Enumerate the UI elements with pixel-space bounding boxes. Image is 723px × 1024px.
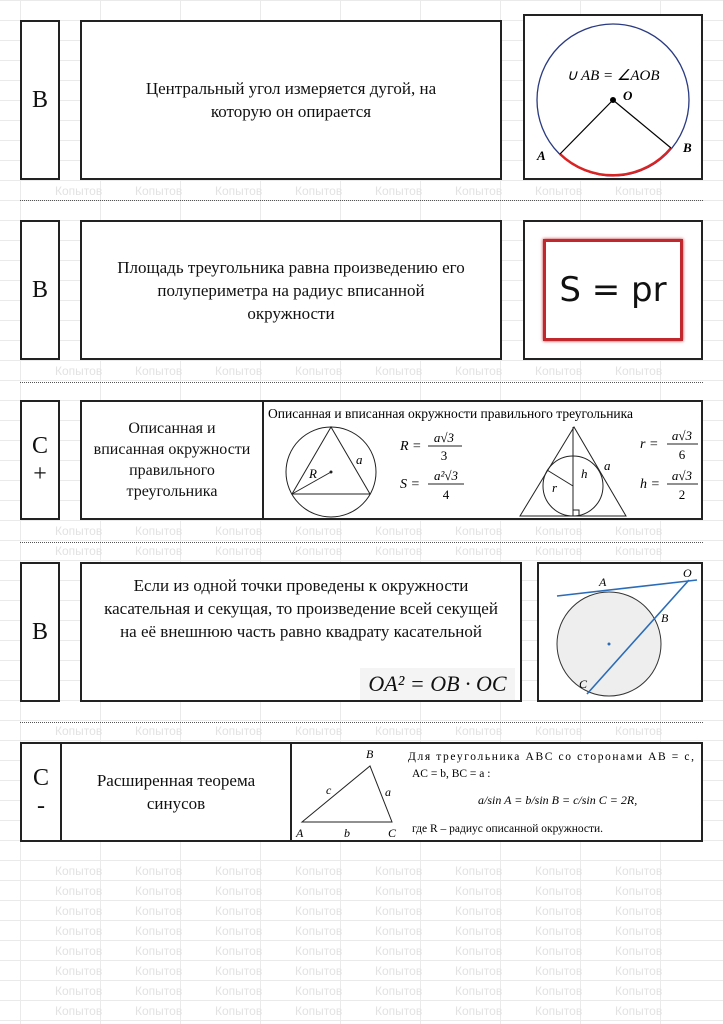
watermark-text: Копытов: [215, 184, 263, 198]
watermark-text: Копытов: [55, 884, 103, 898]
watermark-text: Копытов: [615, 1004, 663, 1018]
divider: [20, 542, 703, 543]
tangent-secant-diagram: [539, 564, 701, 700]
watermark-text: Копытов: [535, 944, 583, 958]
point-C: C: [579, 677, 588, 691]
watermark-text: Копытов: [55, 524, 103, 538]
watermark-text: Копытов: [375, 544, 423, 558]
statement: Расширенная теорема синусов: [96, 771, 256, 813]
watermark-text: Копытов: [535, 864, 583, 878]
watermark-text: Копытов: [615, 904, 663, 918]
grade-label: [20, 742, 62, 842]
divider: [20, 200, 703, 201]
watermark-text: Копытов: [295, 724, 343, 738]
watermark-text: Копытов: [55, 984, 103, 998]
area-formula: S = pr: [559, 270, 667, 310]
watermark-text: Копытов: [455, 184, 503, 198]
secant-formula: [360, 668, 515, 700]
grade-text: В: [31, 87, 48, 113]
label-a2: a: [604, 458, 611, 473]
h-num: a√3: [671, 468, 693, 483]
watermark-text: Копытов: [375, 364, 423, 378]
watermark-text: Копытов: [215, 364, 263, 378]
watermark-text: Копытов: [615, 364, 663, 378]
watermark-text: Копытов: [295, 544, 343, 558]
watermark-text: Копытов: [215, 544, 263, 558]
watermark-text: Копытов: [455, 524, 503, 538]
watermark-text: Копытов: [135, 364, 183, 378]
watermark-text: Копытов: [135, 924, 183, 938]
watermark-text: Копытов: [375, 864, 423, 878]
watermark-text: Копытов: [135, 884, 183, 898]
watermark-text: Копытов: [375, 964, 423, 978]
h-formula: h =: [640, 477, 660, 492]
watermark-text: Копытов: [615, 984, 663, 998]
watermark-text: Копытов: [615, 524, 663, 538]
figure-title: Описанная и вписанная окружности правильного треугольника: [268, 406, 633, 421]
circle-diagram: [525, 16, 701, 178]
watermark-text: Копытов: [215, 524, 263, 538]
watermark-text: Копытов: [135, 944, 183, 958]
point-o: O: [623, 88, 633, 103]
watermark-text: Копытов: [215, 904, 263, 918]
vertex-B: B: [366, 747, 374, 761]
watermark-text: Копытов: [295, 944, 343, 958]
R-formula: R =: [400, 439, 422, 454]
watermark-text: Копытов: [215, 984, 263, 998]
divider: [20, 722, 703, 723]
watermark-text: Копытов: [215, 924, 263, 938]
grade-label: [20, 400, 60, 520]
watermark-text: Копытов: [135, 864, 183, 878]
central-angle-figure: [523, 14, 703, 180]
statement: Описанная и вписанная окружности правильного треугольника: [93, 420, 251, 500]
label-R: R: [309, 466, 317, 481]
watermark-text: Копытов: [535, 924, 583, 938]
watermark-text: Копытов: [535, 964, 583, 978]
watermark-text: Копытов: [615, 544, 663, 558]
watermark-text: Копытов: [295, 864, 343, 878]
h-den: 2: [678, 487, 686, 502]
watermark-text: Копытов: [615, 884, 663, 898]
watermark-text: Копытов: [295, 184, 343, 198]
watermark-text: Копытов: [55, 944, 103, 958]
watermark-text: Копытов: [215, 724, 263, 738]
watermark-text: Копытов: [375, 904, 423, 918]
watermark-text: Копытов: [135, 544, 183, 558]
point-B: B: [661, 611, 669, 625]
S-num: a²√3: [433, 468, 459, 483]
watermark-text: Копытов: [455, 984, 503, 998]
area-formula-figure: [523, 220, 703, 360]
grade-label: [20, 220, 60, 360]
watermark-text: Копытов: [135, 1004, 183, 1018]
watermark-text: Копытов: [535, 904, 583, 918]
vertex-A: A: [296, 826, 304, 840]
point-a: A: [537, 148, 546, 163]
statement: Если из одной точки проведены к окружности касательная и секущая, то произведение всей секущей на её внешнюю часть равно квадрату касательной: [104, 576, 498, 641]
watermark-text: Копытов: [295, 904, 343, 918]
grade-text: С: [31, 433, 48, 459]
card-text: [80, 20, 502, 180]
sine-formula: a/sin A = b/sin B = c/sin C = 2R,: [478, 793, 638, 807]
watermark-text: Копытов: [295, 1004, 343, 1018]
label-h: h: [581, 466, 588, 481]
divider: [20, 382, 703, 383]
watermark-text: Копытов: [375, 944, 423, 958]
grade-text: С: [32, 765, 49, 791]
point-b: B: [683, 140, 692, 155]
watermark-text: Копытов: [535, 984, 583, 998]
watermark-text: Копытов: [455, 864, 503, 878]
grade-text: В: [31, 277, 48, 303]
r-num: a√3: [671, 428, 693, 443]
watermark-text: Копытов: [535, 184, 583, 198]
triangle-circles-diagram: [264, 402, 701, 518]
watermark-text: Копытов: [135, 184, 183, 198]
condition-line1: Для треугольника ABC со сторонами AB = c,: [408, 751, 694, 763]
watermark-text: Копытов: [295, 364, 343, 378]
watermark-text: Копытов: [535, 524, 583, 538]
watermark-text: Копытов: [615, 924, 663, 938]
watermark-text: Копытов: [55, 724, 103, 738]
watermark-text: Копытов: [615, 184, 663, 198]
grade-mark: -: [37, 793, 45, 819]
watermark-text: Копытов: [215, 944, 263, 958]
label-r: r: [552, 480, 558, 495]
watermark-text: Копытов: [535, 1004, 583, 1018]
watermark-text: Копытов: [135, 724, 183, 738]
card-text: [80, 220, 502, 360]
watermark-text: Копытов: [295, 984, 343, 998]
watermark-text: Копытов: [615, 944, 663, 958]
side-c: c: [326, 783, 332, 797]
watermark-text: Копытов: [215, 864, 263, 878]
label-a: a: [356, 452, 363, 467]
watermark-text: Копытов: [135, 984, 183, 998]
watermark-text: Копытов: [215, 1004, 263, 1018]
sine-theorem-figure: [290, 742, 703, 842]
watermark-text: Копытов: [455, 544, 503, 558]
watermark-text: Копытов: [55, 964, 103, 978]
watermark-text: Копытов: [135, 524, 183, 538]
watermark-text: Копытов: [615, 964, 663, 978]
watermark-text: Копытов: [295, 924, 343, 938]
R-num: a√3: [433, 430, 455, 445]
arc-formula: ∪ AB = ∠AOB: [566, 68, 660, 84]
watermark-text: Копытов: [55, 544, 103, 558]
watermark-text: Копытов: [215, 964, 263, 978]
watermark-text: Копытов: [535, 724, 583, 738]
S-formula: S =: [400, 477, 420, 492]
watermark-text: Копытов: [55, 924, 103, 938]
grade-label: [20, 20, 60, 180]
grade-mark: +: [33, 461, 47, 487]
watermark-text: Копытов: [455, 944, 503, 958]
watermark-text: Копытов: [55, 364, 103, 378]
watermark-text: Копытов: [455, 964, 503, 978]
formula-text: OA² = OB · OC: [368, 671, 507, 696]
condition-line3: где R – радиус описанной окружности.: [412, 823, 604, 835]
statement: Площадь треугольника равна произведению его полупериметра на радиус вписанной окружности: [117, 257, 465, 323]
watermark-text: Копытов: [375, 1004, 423, 1018]
tangent-secant-figure: [537, 562, 703, 702]
point-A: A: [599, 575, 607, 589]
watermark-text: Копытов: [455, 904, 503, 918]
watermark-text: Копытов: [455, 1004, 503, 1018]
side-b: b: [344, 826, 350, 840]
watermark-text: Копытов: [215, 884, 263, 898]
condition-line2: AC = b, BC = a :: [412, 768, 491, 780]
watermark-text: Копытов: [135, 904, 183, 918]
vertex-C: C: [388, 826, 397, 840]
formula-frame: [543, 239, 683, 341]
R-den: 3: [440, 448, 448, 463]
watermark-text: Копытов: [375, 984, 423, 998]
watermark-text: Копытов: [55, 864, 103, 878]
watermark-text: Копытов: [535, 364, 583, 378]
side-a: a: [385, 785, 391, 799]
watermark-text: Копытов: [455, 364, 503, 378]
point-O: O: [683, 566, 692, 580]
card-text: [80, 400, 264, 520]
card-text: [60, 742, 292, 842]
grade-label: [20, 562, 60, 702]
watermark-text: Копытов: [535, 884, 583, 898]
watermark-text: Копытов: [295, 524, 343, 538]
watermark-text: Копытов: [55, 1004, 103, 1018]
statement: Центральный угол измеряется дугой, на которую он опирается: [145, 79, 437, 121]
watermark-text: Копытов: [295, 964, 343, 978]
watermark-text: Копытов: [135, 964, 183, 978]
watermark-text: Копытов: [55, 904, 103, 918]
r-formula: r =: [640, 437, 659, 452]
watermark-text: Копытов: [615, 724, 663, 738]
watermark-text: Копытов: [455, 924, 503, 938]
watermark-text: Копытов: [55, 184, 103, 198]
watermark-text: Копытов: [455, 884, 503, 898]
grade-text: В: [31, 619, 48, 645]
watermark-text: Копытов: [615, 864, 663, 878]
regular-triangle-figure: [262, 400, 703, 520]
S-den: 4: [442, 487, 450, 502]
watermark-text: Копытов: [455, 724, 503, 738]
watermark-text: Копытов: [375, 884, 423, 898]
watermark-text: Копытов: [375, 724, 423, 738]
watermark-text: Копытов: [375, 524, 423, 538]
watermark-text: Копытов: [375, 184, 423, 198]
watermark-text: Копытов: [535, 544, 583, 558]
sine-theorem-diagram: [292, 744, 701, 840]
r-den: 6: [678, 447, 686, 462]
watermark-text: Копытов: [375, 924, 423, 938]
watermark-text: Копытов: [295, 884, 343, 898]
